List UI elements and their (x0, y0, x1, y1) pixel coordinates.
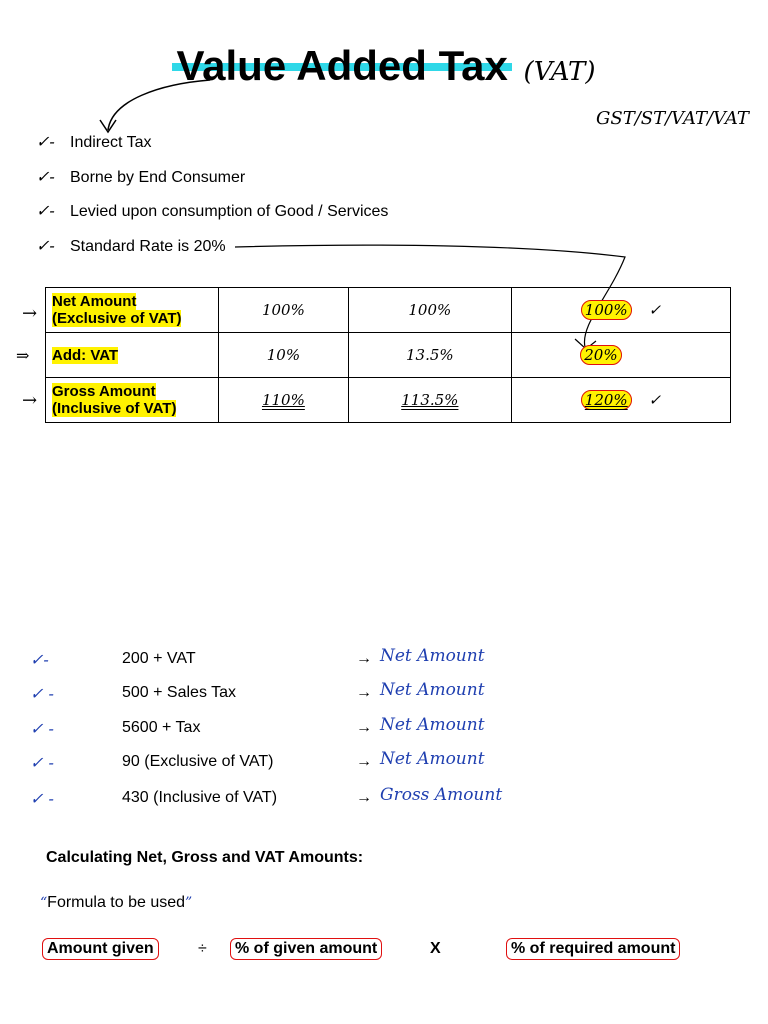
bullet-item: ✓- Indirect Tax (36, 132, 152, 151)
section-heading: Calculating Net, Gross and VAT Amounts: (46, 849, 364, 866)
table-cell: 13.5% (348, 333, 511, 378)
bullet-item: ✓- Borne by End Consumer (36, 167, 246, 186)
table-cell: 110% (219, 378, 349, 423)
title-annotation: (VAT) (523, 57, 596, 87)
page-title: Value Added Tax (VAT) (0, 42, 768, 90)
formula-percent-given: % of given amount (230, 938, 382, 960)
annotation-arrow-icon (90, 70, 220, 140)
formula-label: “Formula to be used” (40, 894, 193, 911)
vat-table (45, 287, 731, 423)
table-cell: 100% ✓ (511, 288, 730, 333)
row-arrow-icon: ⇒ (16, 346, 30, 365)
list-item: ✓ - 90 (Exclusive of VAT) → Net Amount (30, 749, 485, 772)
row-label: Gross Amount (Inclusive of VAT) (46, 378, 219, 423)
arrow-icon: → (356, 753, 372, 770)
row-arrow-icon: → (22, 390, 38, 411)
list-item: ✓ - 5600 + Tax → Net Amount (30, 715, 485, 738)
side-note: GST/ST/VAT/VAT (596, 108, 749, 129)
table-cell: 10% (219, 333, 349, 378)
row-label: Add: VAT (46, 333, 219, 378)
table-row (46, 288, 731, 333)
table-cell: 100% (348, 288, 511, 333)
row-label: Net Amount (Exclusive of VAT) (46, 288, 219, 333)
arrow-icon: → (356, 719, 372, 736)
check-icon: ✓ (648, 301, 662, 319)
arrow-icon: → (356, 684, 372, 701)
row-arrow-icon: → (22, 303, 38, 324)
table-row (46, 333, 731, 378)
list-item: ✓- 200 + VAT → Net Amount (30, 646, 485, 669)
formula (40, 938, 740, 966)
multiply-icon: X (430, 940, 441, 957)
divide-icon: ÷ (198, 940, 207, 957)
bullet-item: ✓- Levied upon consumption of Good / Services (36, 201, 389, 220)
formula-percent-required: % of required amount (506, 938, 680, 960)
arrow-icon: → (356, 789, 372, 806)
table-row (46, 378, 731, 423)
list-item: ✓ - 430 (Inclusive of VAT) → Gross Amount (30, 785, 503, 808)
table-cell: 100% (219, 288, 349, 333)
check-icon: ✓ (648, 391, 662, 409)
table-cell: 113.5% (348, 378, 511, 423)
arrow-icon: → (356, 650, 372, 667)
table-cell: 120% ✓ (511, 378, 730, 423)
table-cell: 20% (511, 333, 730, 378)
formula-amount-given: Amount given (42, 938, 159, 960)
list-item: ✓ - 500 + Sales Tax → Net Amount (30, 680, 485, 703)
bullet-item: ✓- Standard Rate is 20% (36, 236, 226, 255)
